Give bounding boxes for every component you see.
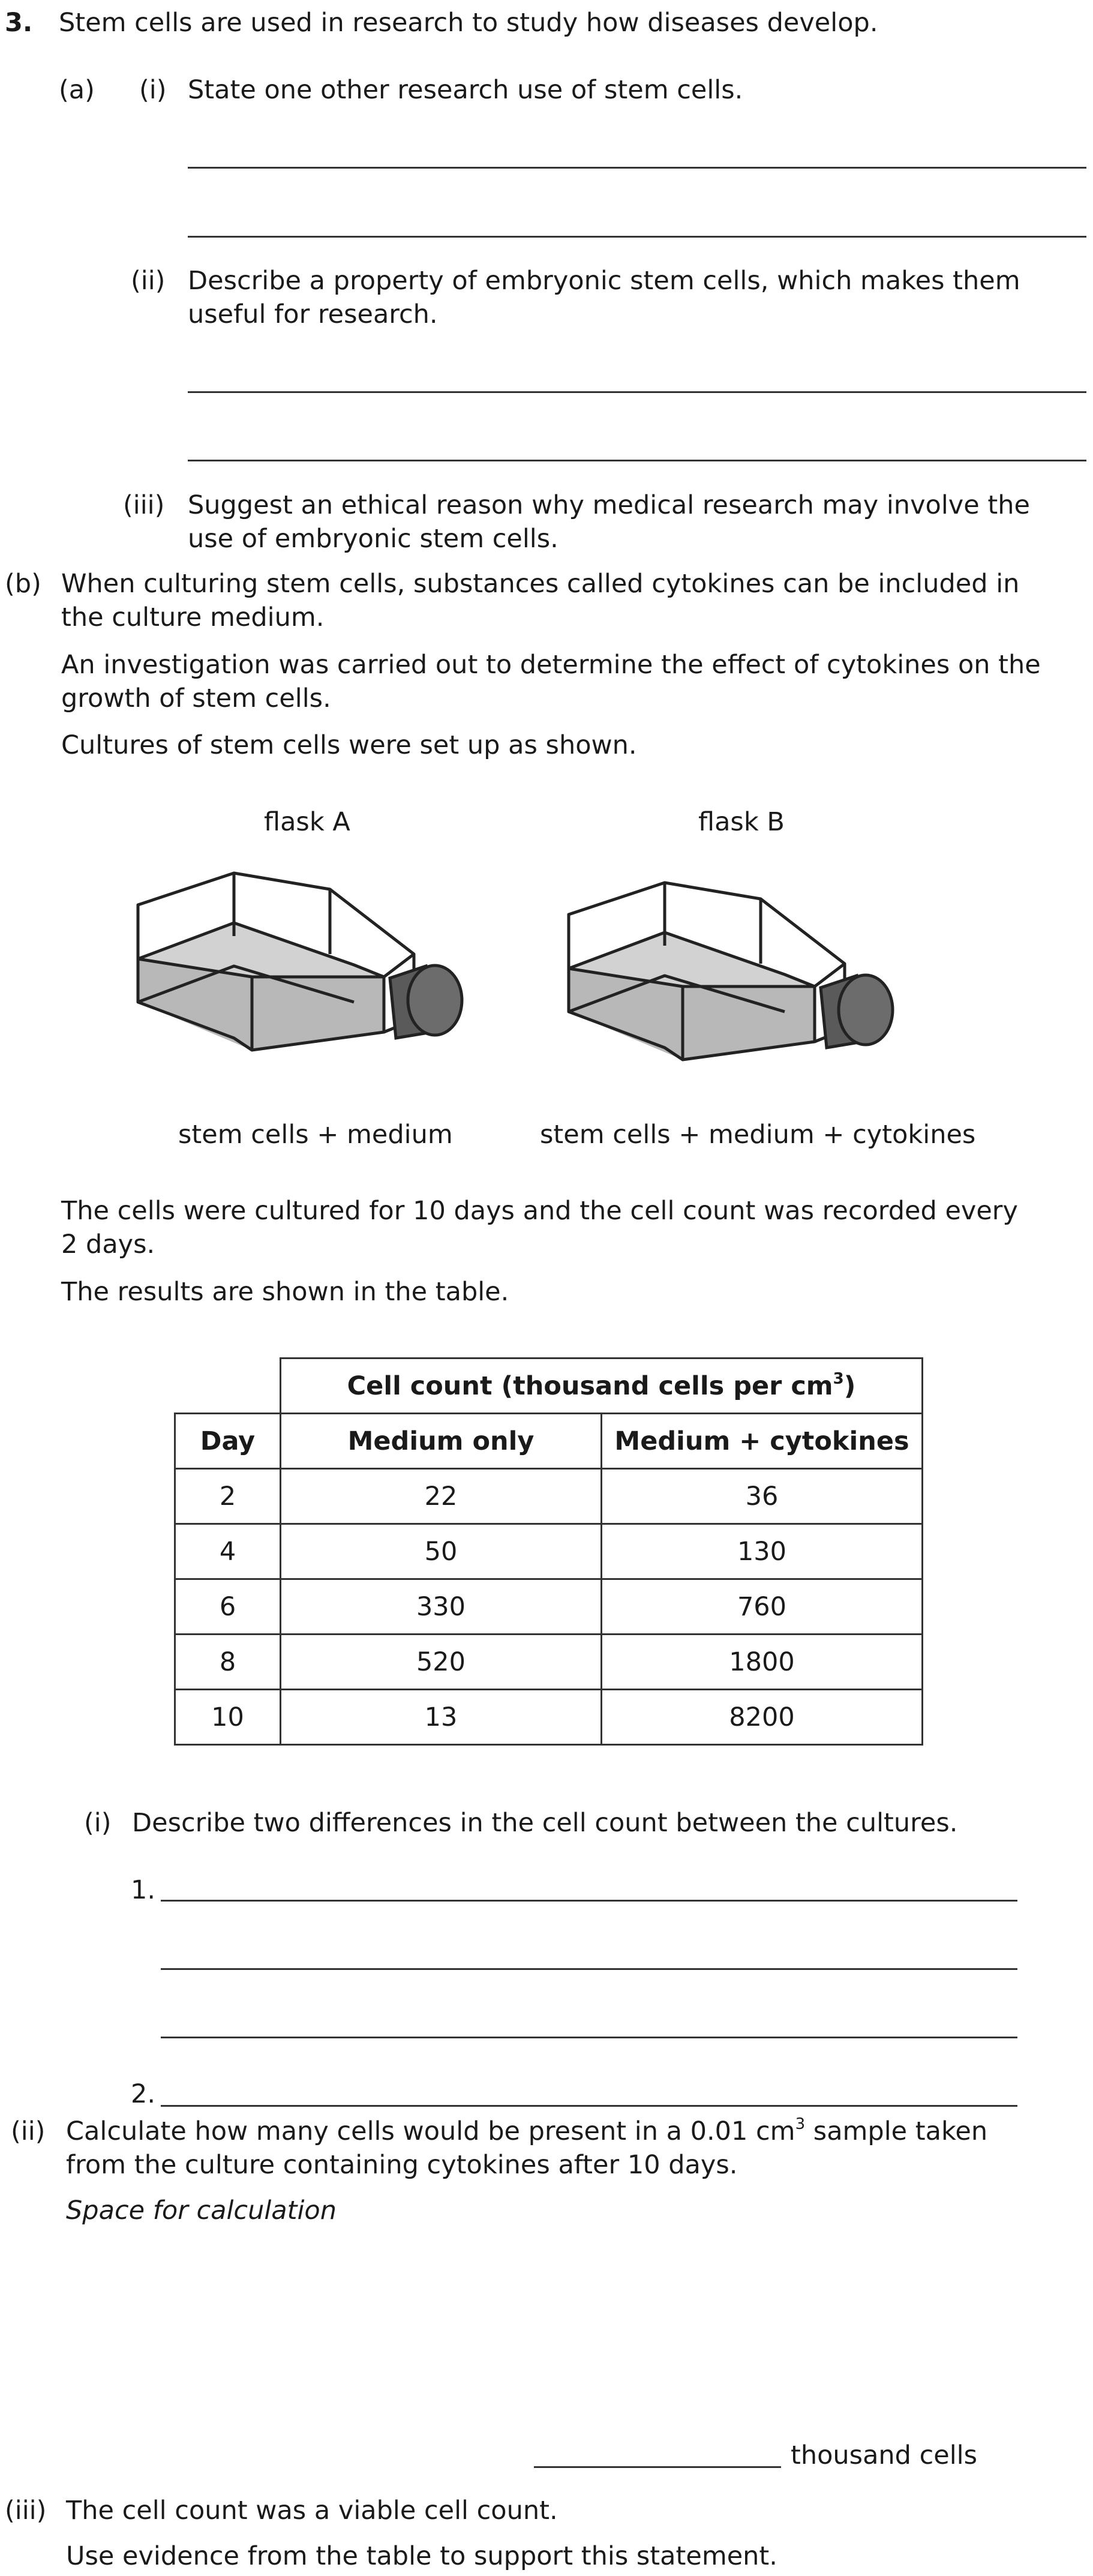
- column-header-day: Day: [175, 1414, 281, 1469]
- part-b-iii-label: (iii): [5, 2496, 47, 2526]
- flask-a-title: flask A: [264, 807, 350, 837]
- table-corner: [175, 1359, 281, 1414]
- column-header-medium: Medium only: [281, 1414, 602, 1469]
- answer-line[interactable]: [161, 1900, 1017, 1902]
- cell-day: 4: [175, 1524, 281, 1579]
- answer-line[interactable]: [188, 167, 1086, 169]
- cell-medium: 22: [281, 1469, 602, 1524]
- cell-medium: 330: [281, 1579, 602, 1635]
- part-b-iii-text: The cell count was a viable cell count.: [66, 2496, 558, 2526]
- part-a-iii-text: Suggest an ethical reason why medical research may involve the use of embryonic stem cells.: [188, 490, 1030, 554]
- flask-b-title: flask B: [698, 807, 785, 837]
- cell-medium: 520: [281, 1635, 602, 1690]
- answer-line[interactable]: [188, 236, 1086, 238]
- part-b-iii-text-2: Use evidence from the table to support this statement.: [66, 2541, 777, 2571]
- answer-line[interactable]: [161, 1968, 1017, 1970]
- cell-cytokines: 760: [602, 1579, 923, 1635]
- part-a-ii-label: (ii): [131, 266, 166, 296]
- table-row: [175, 1635, 923, 1690]
- part-b-paragraph-5: The results are shown in the table.: [61, 1277, 509, 1307]
- answer-number-1: 1.: [131, 1875, 156, 1905]
- part-a-iii-label: (iii): [123, 490, 165, 520]
- answer-number-2: 2.: [131, 2079, 156, 2109]
- table-group-header: Cell count (thousand cells per $cm^3$): [281, 1359, 923, 1414]
- table-row: [175, 1690, 923, 1745]
- cell-day: 8: [175, 1635, 281, 1690]
- cell-cytokines: 8200: [602, 1690, 923, 1745]
- flask-b-illustration: [563, 868, 911, 1066]
- flask-a-caption: stem cells + medium: [178, 1120, 453, 1150]
- answer-line[interactable]: [188, 391, 1086, 393]
- column-header-cytokines: Medium + cytokines: [602, 1414, 923, 1469]
- answer-unit: thousand cells: [791, 2440, 978, 2470]
- table-row: [175, 1469, 923, 1524]
- table-row: [175, 1579, 923, 1635]
- part-b-ii-label: (ii): [11, 2116, 46, 2146]
- answer-line[interactable]: [161, 2105, 1017, 2107]
- cell-medium: 50: [281, 1524, 602, 1579]
- cell-cytokines: 130: [602, 1524, 923, 1579]
- table-row: [175, 1524, 923, 1579]
- part-a-label: (a): [59, 75, 95, 105]
- cell-day: 10: [175, 1690, 281, 1745]
- question-intro: Stem cells are used in research to study how diseases develop.: [59, 8, 878, 38]
- part-b-ii-text-cont: from the culture containing cytokines after 10 days.: [66, 2150, 738, 2180]
- part-a-i-label: (i): [139, 75, 167, 105]
- part-a-i-text: State one other research use of stem cells.: [188, 75, 743, 105]
- calculation-space-label: Space for calculation: [66, 2196, 337, 2226]
- cell-cytokines: 36: [602, 1469, 923, 1524]
- part-b-paragraph-3: Cultures of stem cells were set up as shown.: [61, 730, 637, 760]
- answer-line[interactable]: [161, 2037, 1017, 2038]
- part-b-paragraph-1: When culturing stem cells, substances called cytokines can be included in the culture medium.: [61, 569, 1020, 632]
- part-b-i-label: (i): [84, 1808, 112, 1838]
- cell-medium: 13: [281, 1690, 602, 1745]
- part-b-paragraph-4: The cells were cultured for 10 days and the cell count was recorded every 2 days.: [61, 1196, 1018, 1259]
- cell-cytokines: 1800: [602, 1635, 923, 1690]
- calculation-answer-line[interactable]: [534, 2466, 781, 2468]
- part-b-label: (b): [5, 569, 41, 599]
- cell-day: 2: [175, 1469, 281, 1524]
- results-table: [174, 1357, 923, 1746]
- flask-a-illustration: [132, 858, 480, 1056]
- part-a-ii-text: Describe a property of embryonic stem cells, which makes them useful for research.: [188, 266, 1020, 329]
- answer-line[interactable]: [188, 460, 1086, 461]
- cell-day: 6: [175, 1579, 281, 1635]
- question-number: 3.: [5, 8, 33, 38]
- flask-b-caption: stem cells + medium + cytokines: [540, 1120, 976, 1150]
- part-b-i-text: Describe two differences in the cell count between the cultures.: [132, 1808, 958, 1838]
- part-b-paragraph-2: An investigation was carried out to determine the effect of cytokines on the growth of stem cells.: [61, 650, 1041, 713]
- part-b-ii-text: Calculate how many cells would be present in a 0.01 $cm^3$ sample taken: [66, 2115, 988, 2146]
